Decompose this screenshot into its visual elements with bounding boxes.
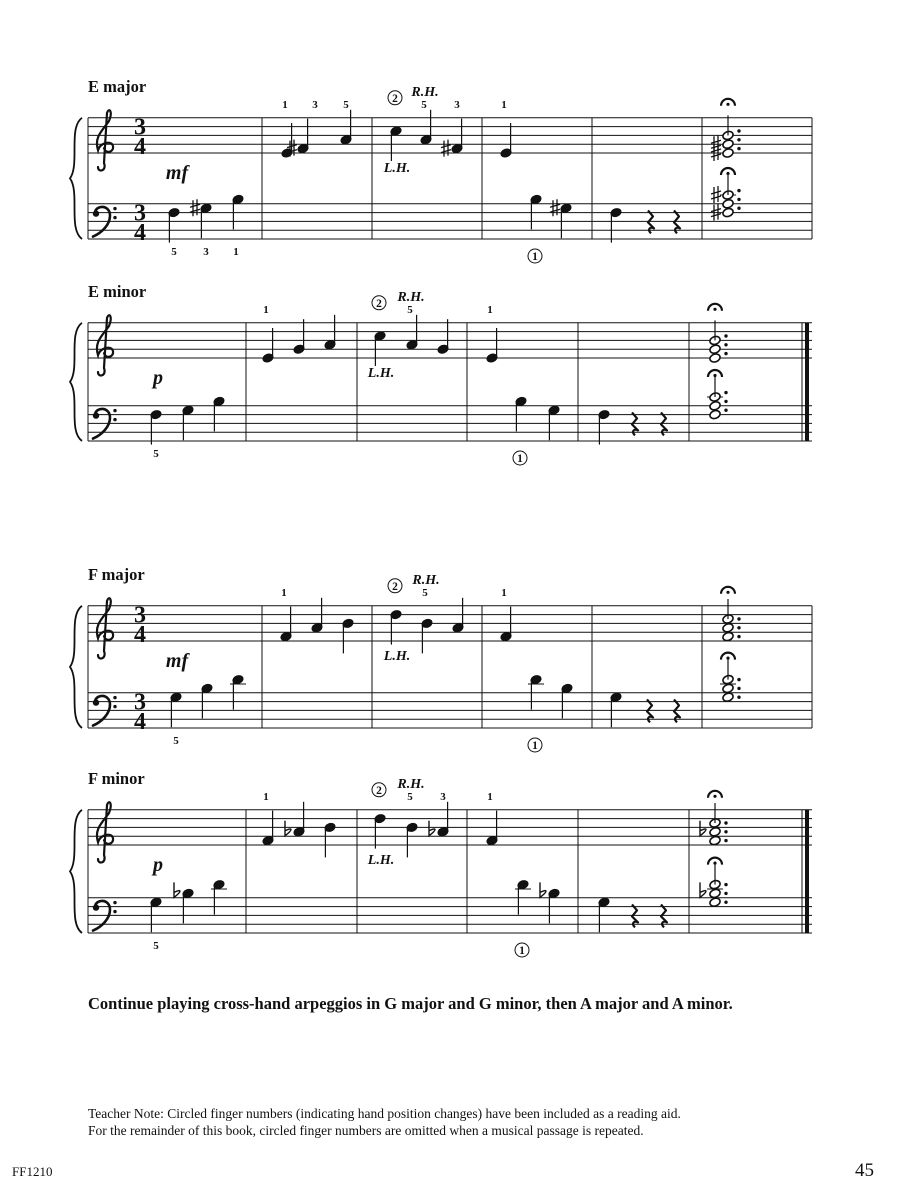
treble-staff (88, 606, 812, 641)
finger-number: 3 (203, 246, 209, 258)
right-hand-label: R.H. (411, 84, 439, 100)
system-2 (70, 282, 812, 465)
circled-finger-digit: 1 (517, 453, 523, 465)
treble-staff (88, 323, 812, 358)
note-head (709, 835, 721, 846)
note-head (722, 207, 734, 218)
finger-number: 1 (263, 303, 269, 316)
finger-number: 5 (421, 98, 427, 111)
left-hand-label: L.H. (367, 366, 395, 381)
brace-icon (70, 323, 82, 441)
time-signature-top: 3 (134, 114, 146, 141)
right-hand-label: R.H. (397, 289, 425, 305)
flat-icon (540, 882, 546, 897)
note-head (709, 344, 721, 355)
section-title: E minor (88, 281, 147, 301)
finger-number: 1 (501, 586, 507, 599)
flat-icon (700, 821, 706, 836)
footer-code: FF1210 (12, 1164, 53, 1179)
flat-icon (429, 821, 435, 836)
note-head (709, 888, 721, 899)
brace-icon (70, 118, 82, 239)
circled-finger-number (515, 943, 529, 957)
bass-staff (88, 693, 812, 728)
note-head (709, 353, 721, 364)
treble-clef-icon (97, 110, 113, 170)
time-signature-top: 3 (134, 689, 146, 716)
treble-clef-icon (97, 802, 113, 862)
time-signature-bottom: 4 (134, 709, 146, 735)
system-4 (70, 769, 812, 957)
instruction-text: Continue playing cross-hand arpeggios in G major and G minor, then A major and A minor. (88, 994, 733, 1013)
right-hand-label: R.H. (397, 776, 425, 792)
dynamic-marking: mf (165, 162, 189, 184)
note-head (709, 400, 721, 411)
dynamic-marking: mf (165, 650, 189, 672)
circled-finger-digit: 2 (376, 784, 382, 797)
time-signature-bottom: 4 (134, 220, 146, 246)
bass-staff (88, 898, 812, 933)
circled-finger-number (513, 451, 527, 465)
dynamic-marking: p (153, 367, 163, 389)
bass-staff (88, 406, 812, 441)
note-head (722, 139, 734, 150)
treble-clef-icon (97, 315, 113, 375)
left-hand-label: L.H. (383, 649, 411, 664)
whole-chord (708, 304, 728, 364)
circled-finger-digit: 1 (519, 945, 525, 957)
finger-number: 5 (343, 98, 349, 111)
finger-number: 1 (281, 586, 287, 599)
time-signature-bottom: 4 (134, 622, 146, 648)
whole-chord (720, 653, 741, 703)
finger-number: 5 (173, 735, 179, 747)
teacher-note-line-1: Teacher Note: Circled finger numbers (indicating hand position changes) have been included as a reading aid. (88, 1106, 681, 1121)
note-head (722, 631, 734, 642)
flat-icon (174, 882, 180, 897)
time-signature-bottom: 4 (134, 134, 146, 160)
circled-finger-digit: 2 (392, 580, 398, 593)
circled-finger-digit: 2 (376, 297, 382, 310)
left-hand-label: L.H. (367, 853, 395, 868)
circled-finger-number (528, 249, 542, 263)
finger-number: 1 (501, 98, 507, 111)
section-title: E major (88, 76, 147, 96)
finger-number: 5 (153, 940, 159, 952)
note-head (722, 683, 734, 694)
note-head (709, 826, 721, 837)
final-barline (805, 323, 809, 441)
circled-finger-number (528, 738, 542, 752)
circled-finger-digit: 1 (532, 251, 538, 263)
note-head (722, 692, 734, 703)
sharp-icon (441, 140, 451, 157)
finger-number: 1 (263, 790, 269, 803)
whole-chord (707, 370, 728, 420)
whole-chord (711, 99, 741, 161)
circled-finger-digit: 2 (392, 92, 398, 105)
section-title: F minor (88, 768, 145, 788)
circled-finger-number (388, 91, 402, 105)
dynamic-marking: p (153, 854, 163, 876)
time-signature-top: 3 (134, 200, 146, 227)
whole-chord (700, 858, 728, 908)
sharp-icon (550, 199, 560, 216)
sharp-icon (711, 186, 721, 203)
system-1 (70, 77, 812, 263)
final-barline (805, 810, 809, 933)
treble-staff (88, 810, 812, 845)
finger-number: 5 (407, 790, 413, 803)
finger-number: 5 (153, 448, 159, 460)
teacher-note (88, 1105, 681, 1139)
system-3 (70, 565, 812, 752)
finger-number: 1 (487, 303, 493, 316)
finger-number: 3 (454, 98, 460, 111)
finger-number: 3 (312, 98, 318, 111)
circled-finger-number (388, 579, 402, 593)
finger-number: 5 (422, 586, 428, 599)
note-head (722, 198, 734, 209)
finger-number: 1 (233, 246, 239, 258)
left-hand-label: L.H. (383, 161, 411, 176)
flat-icon (700, 882, 706, 897)
treble-staff (88, 118, 812, 153)
page-number: 45 (855, 1160, 874, 1181)
finger-number: 1 (487, 790, 493, 803)
note-head (709, 409, 721, 420)
note-head (722, 148, 734, 159)
teacher-note-line-2: For the remainder of this book, circled finger numbers are omitted when a musical passage is repeated. (88, 1123, 644, 1138)
time-signature-top: 3 (134, 602, 146, 629)
finger-number: 5 (171, 246, 177, 258)
note-head (722, 622, 734, 633)
finger-number: 3 (440, 790, 446, 803)
circled-finger-number (372, 783, 386, 797)
finger-number: 5 (407, 303, 413, 316)
sharp-icon (190, 199, 200, 216)
flat-icon (285, 821, 291, 836)
section-title: F major (88, 564, 145, 584)
circled-finger-digit: 1 (532, 740, 538, 752)
right-hand-label: R.H. (412, 572, 440, 588)
brace-icon (70, 606, 82, 728)
note-head (709, 897, 721, 908)
finger-number: 1 (282, 98, 288, 111)
treble-clef-icon (97, 598, 113, 658)
circled-finger-number (372, 296, 386, 310)
brace-icon (70, 810, 82, 933)
